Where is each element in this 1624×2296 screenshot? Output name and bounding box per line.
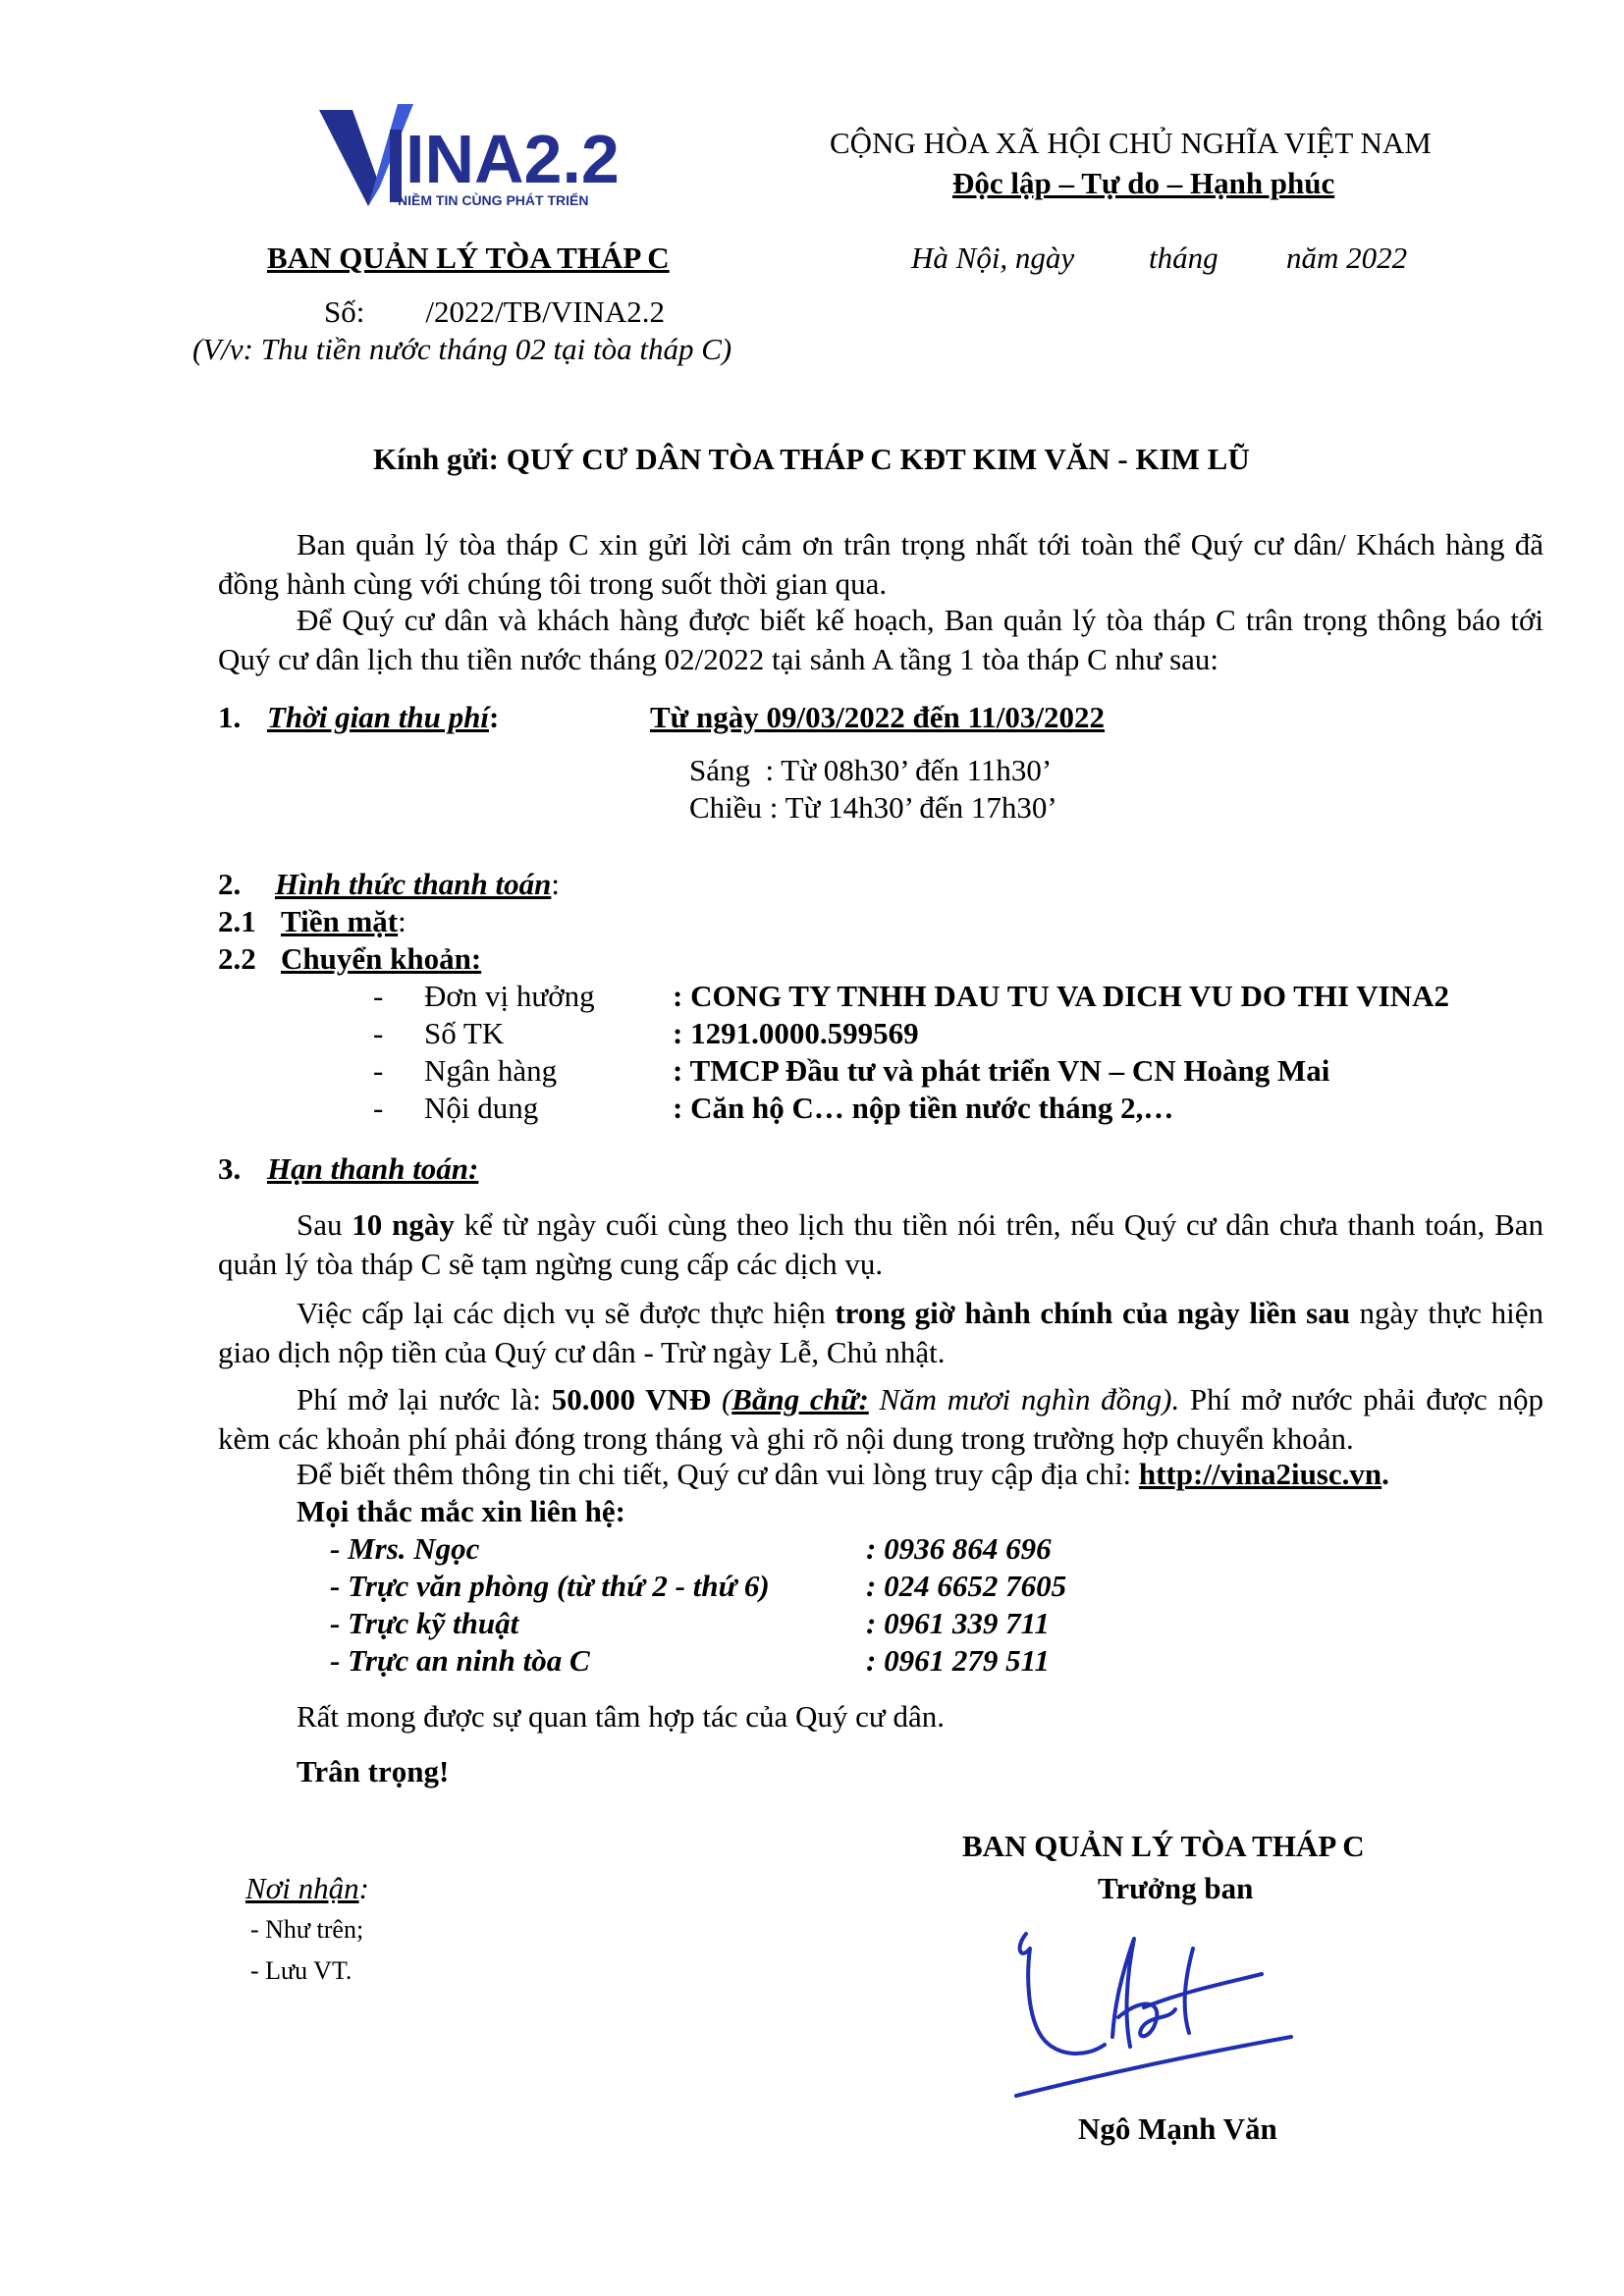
section2-number: 2. (218, 867, 242, 901)
deadline-paragraph: Sau 10 ngày kể từ ngày cuối cùng theo lịch thu tiền nói trên, nếu Quý cư dân chưa thanh toán, Ban quản lý tòa tháp C sẽ tạm ngừng cung cấp các dịch vụ. (218, 1207, 1544, 1281)
section1-number: 1. (218, 700, 242, 734)
transfer-dash: - (373, 1053, 384, 1088)
website-line: Để biết thêm thông tin chi tiết, Quý cư dân vui lòng truy cập địa chỉ: http://vina2iusc.vn. (297, 1457, 1389, 1491)
contact-phone: : 0936 864 696 (866, 1531, 1052, 1566)
section1-title: Thời gian thu phí: (267, 700, 500, 734)
website-link[interactable]: http://vina2iusc.vn (1138, 1457, 1382, 1491)
salutation: Kính gửi: QUÝ CƯ DÂN TÒA THÁP C KĐT KIM VĂN - KIM LŨ (373, 442, 1250, 476)
contact-phone: : 0961 339 711 (866, 1606, 1050, 1640)
section2-transfer: Chuyển khoản: (281, 941, 482, 976)
transfer-dash: - (373, 979, 384, 1013)
issuer-org: BAN QUẢN LÝ TÒA THÁP C (267, 240, 670, 275)
section3-number: 3. (218, 1151, 242, 1186)
section2-cash: Tiền mặt: (281, 904, 406, 938)
contact-name: - Trực văn phòng (từ thứ 2 - thứ 6) (330, 1569, 770, 1603)
intro-paragraph-2: Để Quý cư dân và khách hàng được biết kế hoạch, Ban quản lý tòa tháp C trân trọng thông báo tới Quý cư dân lịch thu tiền nước tháng 02/2022 tại sảnh A tầng 1 tòa tháp C như sau: (218, 603, 1543, 676)
section1-afternoon: Chiều : Từ 14h30’ đến 17h30’ (689, 790, 1057, 825)
contact-name: - Trực kỹ thuật (330, 1606, 519, 1640)
section2-cash-number: 2.1 (218, 904, 256, 938)
transfer-label-content: Nội dung (424, 1091, 539, 1125)
section1-morning: Sáng : Từ 08h30’ đến 11h30’ (689, 753, 1053, 787)
nation-motto: Độc lập – Tự do – Hạnh phúc (952, 166, 1335, 200)
closing-regards: Trân trọng! (297, 1754, 450, 1789)
recipients-title: Nơi nhận: (245, 1871, 369, 1905)
recipient-item: - Lưu VT. (250, 1956, 352, 1985)
document-subject: (V/v: Thu tiền nước tháng 02 tại tòa tháp C) (192, 332, 732, 366)
nation-title: CỘNG HÒA XÃ HỘI CHỦ NGHĨA VIỆT NAM (830, 126, 1432, 160)
date-year: năm 2022 (1286, 240, 1408, 275)
handwritten-signature (997, 1909, 1311, 2106)
section2-title: Hình thức thanh toán: (275, 867, 560, 901)
transfer-value-bank: : TMCP Đầu tư và phát triển VN – CN Hoàng Mai (673, 1053, 1330, 1088)
contact-phone: : 024 6652 7605 (866, 1569, 1067, 1603)
reopen-fee-paragraph: Phí mở lại nước là: 50.000 VNĐ (Bằng chữ: Năm mươi nghìn đồng). Phí mở nước phải được nộp kèm các khoản phí phải đóng trong tháng và ghi rõ nội dung trong trường hợp chuyển khoản. (218, 1382, 1543, 1456)
contact-name: - Trực an ninh tòa C (330, 1643, 590, 1678)
transfer-dash: - (373, 1091, 384, 1125)
contact-phone: : 0961 279 511 (866, 1643, 1050, 1678)
intro-paragraph-1: Ban quản lý tòa tháp C xin gửi lời cảm ơn trân trọng nhất tới toàn thể Quý cư dân/ Khách hàng đã đồng hành cùng với chúng tôi trong suốt thời gian qua. (218, 527, 1543, 601)
transfer-value-account: : 1291.0000.599569 (673, 1016, 919, 1050)
recipient-item: - Như trên; (250, 1915, 364, 1944)
logo-brand: INA2.2 (406, 121, 620, 197)
contacts-title: Mọi thắc mắc xin liên hệ: (297, 1494, 625, 1528)
transfer-value-beneficiary: : CONG TY TNHH DAU TU VA DICH VU DO THI VINA2 (673, 979, 1449, 1013)
signature-name: Ngô Mạnh Văn (1078, 2111, 1277, 2146)
vina-logo (319, 104, 633, 212)
section1-date-range: Từ ngày 09/03/2022 đến 11/03/2022 (650, 700, 1106, 734)
transfer-value-content: : Căn hộ C… nộp tiền nước tháng 2,… (673, 1091, 1174, 1125)
signature-role: Trưởng ban (1098, 1871, 1254, 1905)
closing-hope: Rất mong được sự quan tâm hợp tác của Quý cư dân. (297, 1699, 945, 1734)
reconnection-paragraph: Việc cấp lại các dịch vụ sẽ được thực hiện trong giờ hành chính của ngày liền sau ngày thực hiện giao dịch nộp tiền của Quý cư dân - Trừ ngày Lễ, Chủ nhật. (218, 1296, 1543, 1369)
contact-name: - Mrs. Ngọc (330, 1531, 480, 1566)
date-month: tháng (1149, 240, 1218, 275)
signature-org: BAN QUẢN LÝ TÒA THÁP C (962, 1829, 1365, 1863)
document-number: Số: /2022/TB/VINA2.2 (324, 294, 666, 329)
transfer-dash: - (373, 1016, 384, 1050)
date-place: Hà Nội, ngày (911, 240, 1075, 275)
transfer-label-bank: Ngân hàng (424, 1053, 558, 1088)
transfer-label-beneficiary: Đơn vị hưởng (424, 979, 595, 1013)
transfer-label-account: Số TK (424, 1016, 505, 1050)
section2-transfer-number: 2.2 (218, 941, 256, 976)
section3-title: Hạn thanh toán: (267, 1151, 479, 1186)
logo-tagline: NIỀM TIN CÙNG PHÁT TRIỂN (398, 192, 589, 208)
